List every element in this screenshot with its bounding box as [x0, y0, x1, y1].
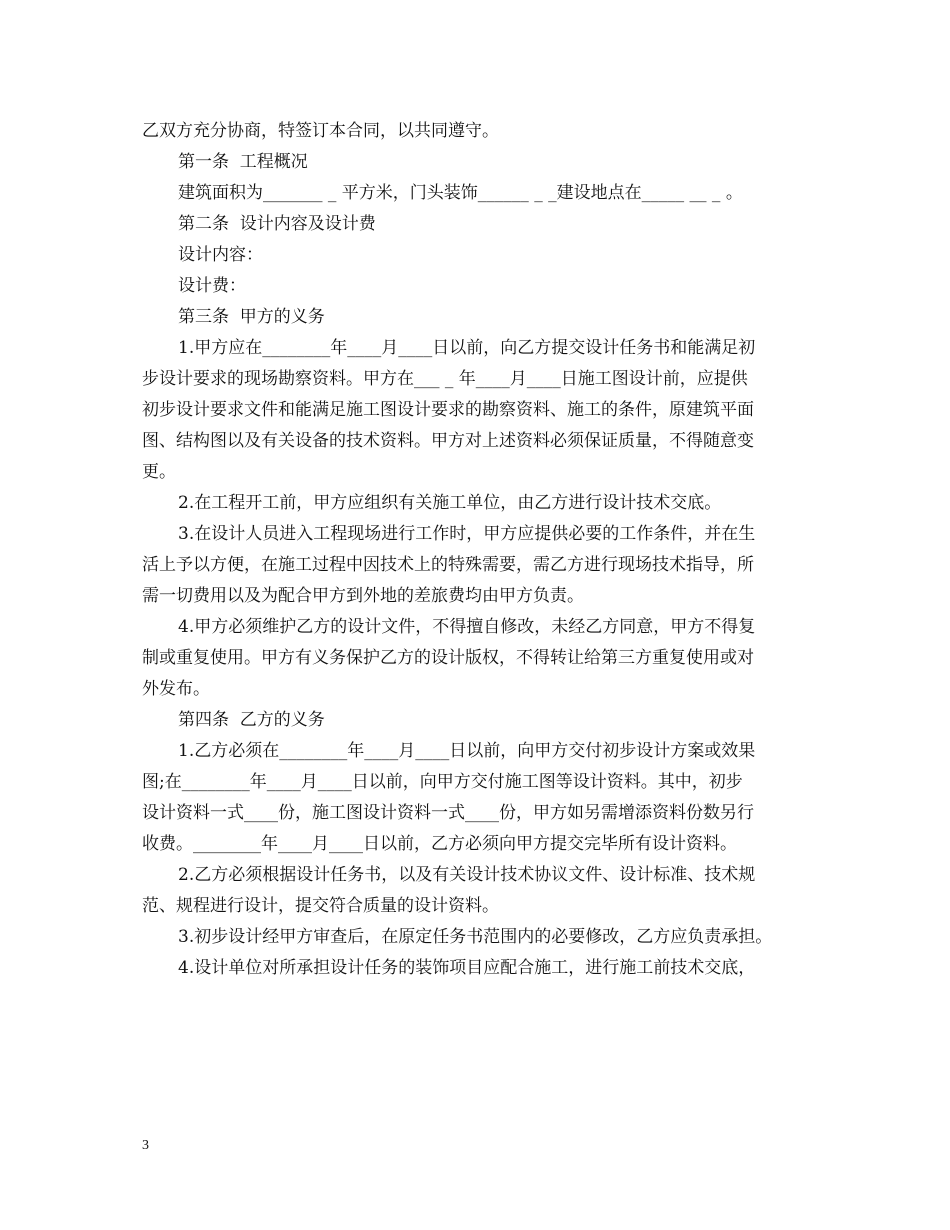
document-line: 第一条 工程概况	[178, 152, 308, 172]
document-line: 初步设计要求文件和能满足施工图设计要求的勘察资料、施工的条件，原建筑平面	[142, 400, 754, 420]
document-line: 2.乙方必须根据设计任务书，以及有关设计技术协议文件、设计标准、技术规	[178, 865, 756, 885]
document-line: 设计内容：	[178, 245, 263, 265]
document-line: 1.乙方必须在________年____月____日以前，向甲方交付初步设计方案或效果	[178, 741, 756, 761]
document-line: 3.在设计人员进入工程现场进行工作时，甲方应提供必要的工作条件，并在生	[178, 524, 756, 544]
document-line: 收费。________年____月____日以前，乙方必须向甲方提交完毕所有设计资料。	[142, 834, 737, 854]
document-line: 2.在工程开工前，甲方应组织有关施工单位，由乙方进行设计技术交底。	[178, 493, 722, 513]
document-line: 更。	[142, 462, 176, 482]
document-line: 4.甲方必须维护乙方的设计文件，不得擅自修改，未经乙方同意，甲方不得复	[178, 617, 756, 637]
page-number: 3	[142, 1138, 149, 1153]
document-line: 乙双方充分协商，特签订本合同，以共同遵守。	[142, 121, 499, 141]
document-line: 设计费：	[178, 276, 246, 296]
document-line: 设计资料一式____份，施工图设计资料一式____份，甲方如另需增添资料份数另行	[142, 803, 754, 823]
document-line: 图;在________年____月____日以前，向甲方交付施工图等设计资料。其中，初步	[142, 772, 743, 792]
document-line: 需一切费用以及为配合甲方到外地的差旅费均由甲方负责。	[142, 586, 584, 606]
document-line: 第四条 乙方的义务	[178, 710, 325, 730]
document-body	[142, 116, 812, 984]
document-line: 外发布。	[142, 679, 210, 699]
document-line: 第三条 甲方的义务	[178, 307, 325, 327]
document-line: 建筑面积为_______ _ 平方米，门头装饰______ _ _建设地点在_____ __ _ 。	[178, 183, 743, 203]
document-line: 范、规程进行设计，提交符合质量的设计资料。	[142, 896, 499, 916]
document-line: 活上予以方便，在施工过程中因技术上的特殊需要，需乙方进行现场技术指导，所	[142, 555, 754, 575]
document-line: 步设计要求的现场勘察资料。甲方在___ _ 年____月____日施工图设计前，应提供	[142, 369, 748, 389]
document-line: 制或重复使用。甲方有义务保护乙方的设计版权，不得转让给第三方重复使用或对	[142, 648, 754, 668]
document-line: 1.甲方应在________年____月____日以前，向乙方提交设计任务书和能满足初	[178, 338, 756, 358]
document-line: 图、结构图以及有关设备的技术资料。甲方对上述资料必须保证质量，不得随意变	[142, 431, 754, 451]
document-line: 4.设计单位对所承担设计任务的装饰项目应配合施工，进行施工前技术交底，	[178, 958, 756, 978]
document-line: 第二条 设计内容及设计费	[178, 214, 376, 234]
document-line: 3.初步设计经甲方审查后，在原定任务书范围内的必要修改，乙方应负责承担。	[178, 927, 773, 947]
